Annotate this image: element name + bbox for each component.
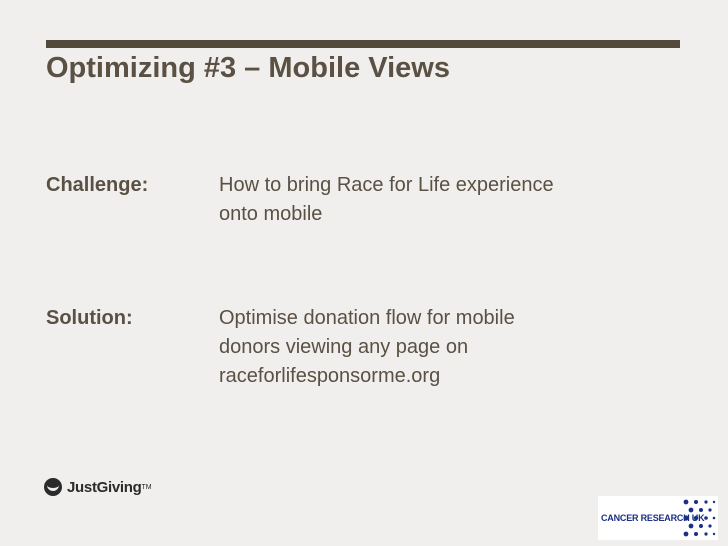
title-divider — [46, 40, 680, 48]
challenge-line: onto mobile — [219, 203, 323, 225]
solution-line: donors viewing any page on — [219, 336, 469, 358]
challenge-line: How to bring Race for Life experience — [219, 174, 554, 196]
trademark-mark: TM — [141, 483, 152, 491]
justgiving-logo-text: JustGiving — [67, 478, 142, 496]
cancer-research-logo-text: CANCER RESEARCH UK — [601, 513, 705, 523]
solution-line: raceforlifesponsorme.org — [219, 365, 441, 387]
justgiving-logo — [44, 478, 152, 496]
justgiving-smile-icon — [44, 478, 62, 496]
solution-line: Optimise donation flow for mobile — [219, 307, 515, 329]
challenge-label: Challenge: — [46, 174, 149, 196]
solution-label: Solution: — [46, 307, 133, 329]
solution-text — [219, 304, 659, 391]
challenge-text — [219, 171, 659, 229]
slide-title: Optimizing #3 – Mobile Views — [46, 52, 450, 84]
cancer-research-logo — [598, 496, 718, 540]
